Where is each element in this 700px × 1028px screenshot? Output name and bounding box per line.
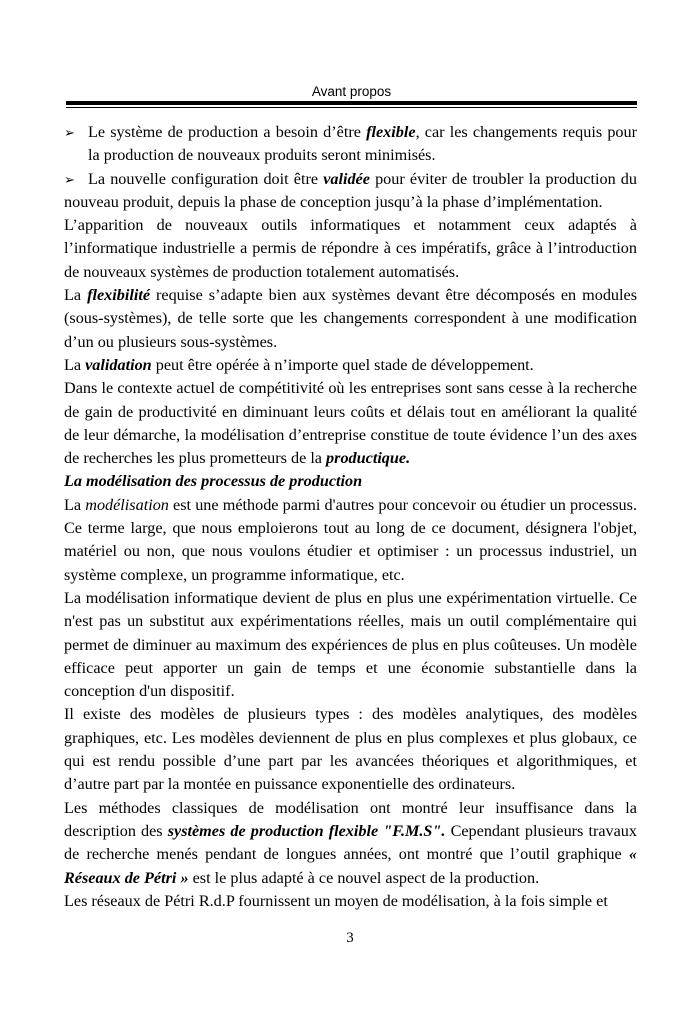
- paragraph-modelisation: La modélisation est une méthode parmi d'autres pour concevoir ou étudier un processus. Ce terme large, que nous emploierons tout au long de ce document, désignera l'objet, matériel ou non, que nous voulons étudier et optimiser : un processus industriel, un système complexe, un programme informatique, etc.: [64, 495, 638, 584]
- emphasis-validee: validée: [323, 169, 370, 188]
- bullet-item-validee: ➢ La nouvelle configuration doit être validée pour éviter de troubler la production du nouveau produit, depuis la phase de conception jusqu’à la phase d’implémentation.: [64, 169, 637, 211]
- emphasis-validation: validation: [85, 355, 152, 374]
- emphasis-flexibilite: flexibilité: [87, 286, 151, 305]
- paragraph-validation: La validation peut être opérée à n’importe quel stade de développement.: [64, 355, 534, 374]
- emphasis-flexible: flexible: [366, 123, 416, 141]
- emphasis-fms: systèmes de production flexible "F.M.S".: [167, 821, 446, 840]
- paragraph-flexibilite: La flexibilité requise s’adapte bien aux systèmes devant être décomposés en modules (sous-systèmes), de telle sorte que les changements correspondent à une modification d’un ou plusieurs sous-systèmes.: [64, 286, 637, 351]
- arrow-bullet-icon: ➢: [64, 171, 75, 187]
- header-rule-thick: [66, 101, 637, 105]
- emphasis-modelisation: modélisation: [85, 495, 169, 514]
- paragraph-apparition: L’apparition de nouveaux outils informatiques et notamment ceux adaptés à l’informatique industrielle a permis de répondre à ces impératifs, grâce à l’introduction de nouveaux systèmes de production totalement automatisés.: [64, 216, 637, 281]
- arrow-bullet-icon: ➢: [64, 125, 75, 140]
- paragraph-types: Il existe des modèles de plusieurs types : des modèles analytiques, des modèles graphiques, etc. Les modèles deviennent de plus en plus complexes et plus globaux, ce qui est rendu possible d’une part par les avancées théoriques et algorithmiques, et d’autre part par la montée en puissance exponentielle des ordinateurs.: [64, 705, 637, 794]
- page-header-title: Avant propos: [311, 84, 392, 99]
- page-body: [64, 121, 637, 913]
- page-number: 3: [346, 930, 354, 946]
- paragraph-reseaux: Les réseaux de Pétri R.d.P fournissent un moyen de modélisation, à la fois simple et: [64, 891, 608, 910]
- emphasis-reseaux-petri: « Réseaux de Pétri »: [64, 845, 637, 887]
- paragraph-informatique: La modélisation informatique devient de plus en plus une expérimentation virtuelle. Ce n'est pas un substitut aux expérimentations réelles, mais un outil complémentaire qui permet de diminuer au maximum des expériences de plus en plus coûteuses. Un modèle efficace peut apporter un gain de temps et une économie substantielle dans la conception d'un dispositif.: [64, 588, 637, 701]
- paragraph-methodes: Les méthodes classiques de modélisation ont montré leur insuffisance dans la description des systèmes de production flexible "F.M.S". Cependant plusieurs travaux de recherche menés pendant de longues années, ont montré que l’outil graphique « Réseaux de Pétri » est le plus adapté à ce nouvel aspect de la production.: [64, 798, 637, 887]
- header-rule-thin: [66, 107, 637, 108]
- section-heading: La modélisation des processus de production: [64, 472, 363, 491]
- paragraph-contexte: Dans le contexte actuel de compétitivité où les entreprises sont sans cesse à la recherche de gain de productivité en diminuant leurs coûts et délais tout en améliorant la qualité de leur démarche, la modélisation d’entreprise constitue de toute évidence l’un des axes de recherches les plus prometteurs de la productique.: [64, 379, 637, 468]
- bullet-item-flexible: ➢ Le système de production a besoin d’être flexible, car les changements requis pour la production de nouveaux produits seront minimisés.: [64, 123, 637, 165]
- emphasis-productique: productique.: [326, 449, 411, 468]
